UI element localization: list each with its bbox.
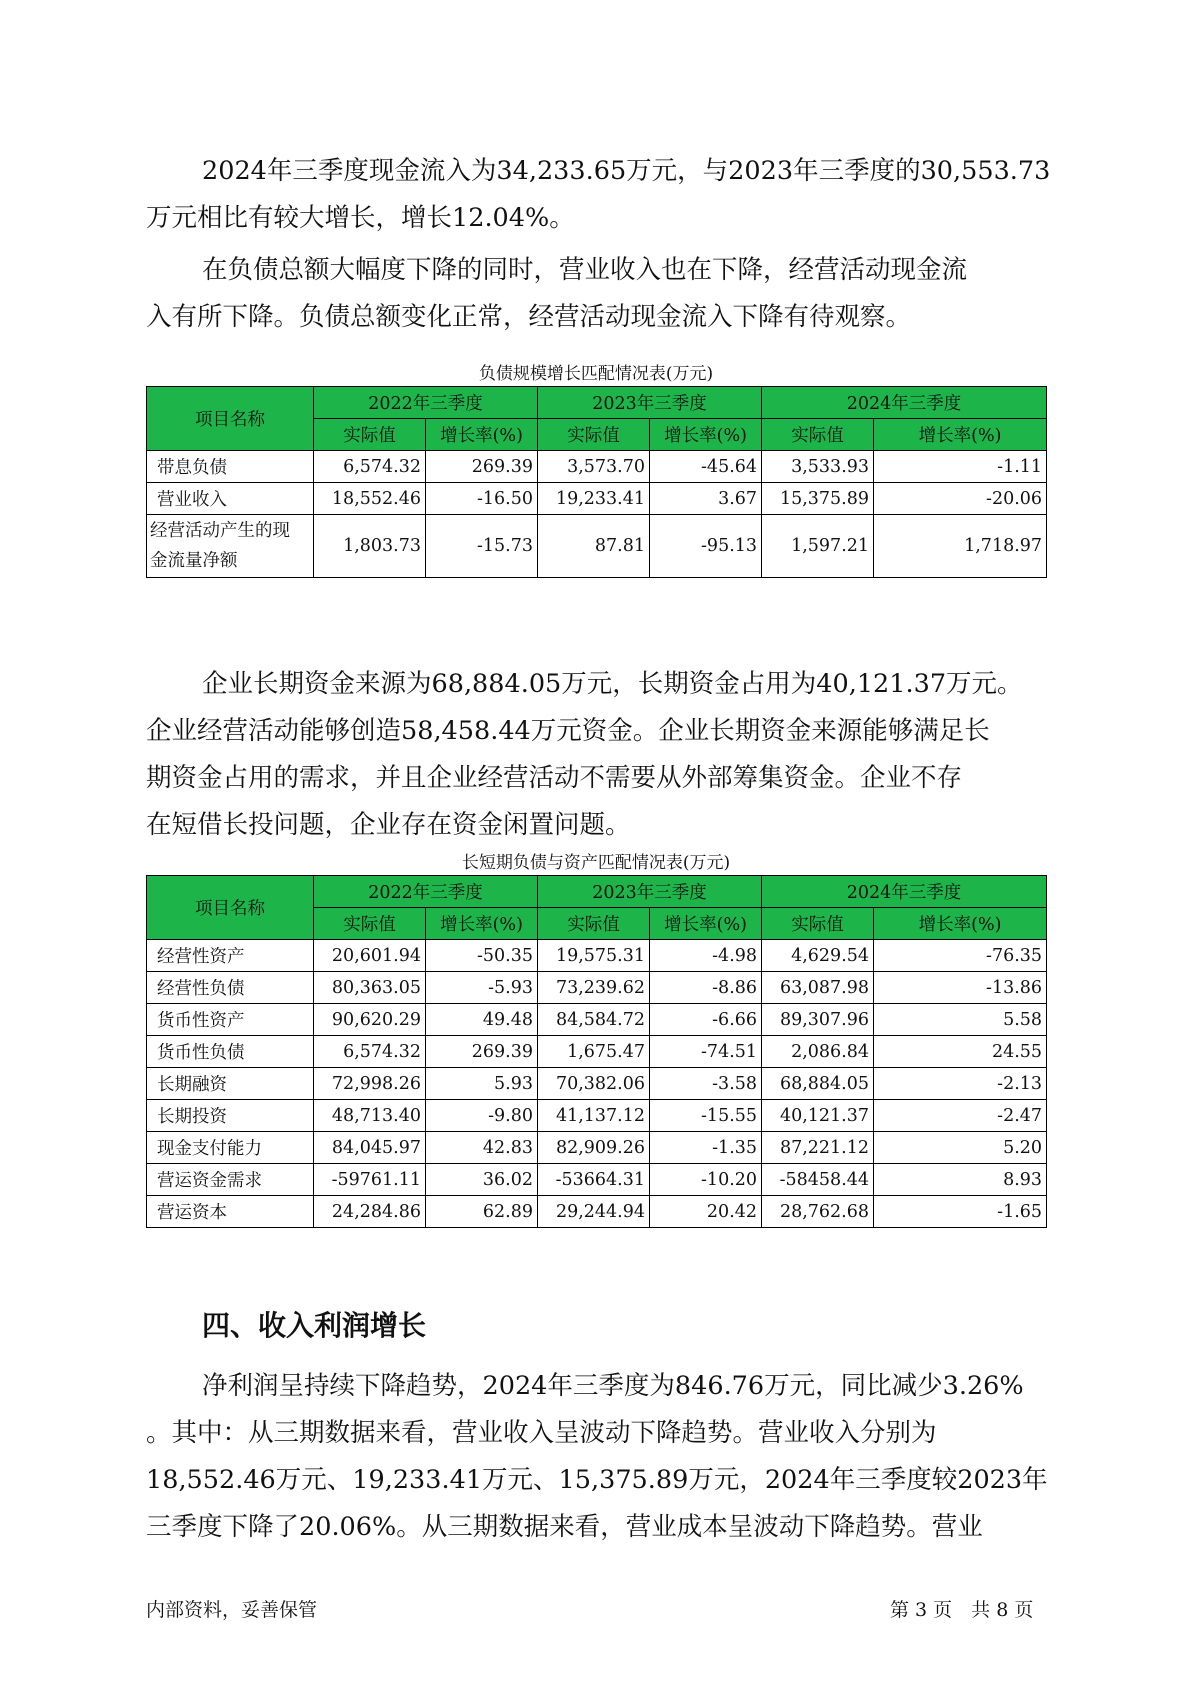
header-actual: 实际值 (314, 419, 426, 451)
table-row (147, 451, 1047, 483)
cell-value: -45.64 (650, 451, 762, 483)
text-line: 净利润呈持续下降趋势，2024年三季度为846.76万元，同比减少3.26% (202, 1371, 1024, 1401)
table1-caption: 负债规模增长匹配情况表(万元) (478, 364, 714, 384)
header-period: 2022年三季度 (314, 876, 538, 908)
text-line: 万元相比有较大增长，增长12.04%。 (146, 203, 575, 233)
text-line: 企业经营活动能够创造58,458.44万元资金。企业长期资金来源能够满足长 (146, 716, 990, 746)
table-row (147, 1196, 1047, 1228)
cell-value: 73,239.62 (538, 972, 650, 1004)
cell-value: 24,284.86 (314, 1196, 426, 1228)
header-period: 2022年三季度 (314, 387, 538, 419)
cell-value: 80,363.05 (314, 972, 426, 1004)
cell-value: 269.39 (426, 451, 538, 483)
cell-value: 19,233.41 (538, 483, 650, 515)
header-actual: 实际值 (762, 419, 874, 451)
header-growth: 增长率(%) (874, 908, 1047, 940)
cell-value: 63,087.98 (762, 972, 874, 1004)
cell-value: -20.06 (874, 483, 1047, 515)
paragraph-profit-growth (146, 1363, 1076, 1551)
header-growth: 增长率(%) (650, 908, 762, 940)
liability-growth-table (146, 386, 1047, 578)
cell-value: 28,762.68 (762, 1196, 874, 1228)
text-line: 在短借长投问题，企业存在资金闲置问题。 (146, 810, 631, 840)
table-row (147, 972, 1047, 1004)
cell-value: 6,574.32 (314, 451, 426, 483)
cell-value: 84,045.97 (314, 1132, 426, 1164)
header-growth: 增长率(%) (874, 419, 1047, 451)
cell-value: 1,803.73 (314, 515, 426, 578)
cell-value: 62.89 (426, 1196, 538, 1228)
text-line: 入有所下降。负债总额变化正常，经营活动现金流入下降有待观察。 (146, 302, 912, 332)
row-label-line: 金流量净额 (150, 551, 238, 571)
cell-value: -8.86 (650, 972, 762, 1004)
table-row (147, 1004, 1047, 1036)
header-period: 2023年三季度 (538, 876, 762, 908)
cell-value: 1,597.21 (762, 515, 874, 578)
cell-value: 20.42 (650, 1196, 762, 1228)
row-label: 营业收入 (147, 483, 314, 515)
cell-value: -13.86 (874, 972, 1047, 1004)
row-label: 现金支付能力 (147, 1132, 314, 1164)
row-label: 货币性资产 (147, 1004, 314, 1036)
header-item-name: 项目名称 (147, 876, 314, 940)
cell-value: 82,909.26 (538, 1132, 650, 1164)
cell-value: -4.98 (650, 940, 762, 972)
text-line: 2024年三季度现金流入为34,233.65万元，与2023年三季度的30,553.73 (202, 156, 1051, 186)
header-item-name: 项目名称 (147, 387, 314, 451)
cell-value: 2,086.84 (762, 1036, 874, 1068)
cell-value: -2.13 (874, 1068, 1047, 1100)
cell-value: 3.67 (650, 483, 762, 515)
cell-value: -53664.31 (538, 1164, 650, 1196)
cell-value: 87.81 (538, 515, 650, 578)
row-label: 经营性资产 (147, 940, 314, 972)
cell-value: 70,382.06 (538, 1068, 650, 1100)
cell-value: 89,307.96 (762, 1004, 874, 1036)
cell-value: -76.35 (874, 940, 1047, 972)
table-row (147, 1036, 1047, 1068)
cell-value: -15.55 (650, 1100, 762, 1132)
paragraph-long-term-funds (146, 661, 1076, 849)
header-actual: 实际值 (538, 419, 650, 451)
header-period: 2023年三季度 (538, 387, 762, 419)
cell-value: -3.58 (650, 1068, 762, 1100)
cell-value: 84,584.72 (538, 1004, 650, 1036)
row-label: 货币性负债 (147, 1036, 314, 1068)
cell-value: 48,713.40 (314, 1100, 426, 1132)
text-line: 三季度下降了20.06%。从三期数据来看，营业成本呈波动下降趋势。营业 (146, 1512, 983, 1542)
row-label: 营运资金需求 (147, 1164, 314, 1196)
cell-value: 5.93 (426, 1068, 538, 1100)
cell-value: -1.65 (874, 1196, 1047, 1228)
text-line: 18,552.46万元、19,233.41万元、15,375.89万元，2024年三季度较2023年 (146, 1465, 1048, 1495)
cell-value: 87,221.12 (762, 1132, 874, 1164)
cell-value: -1.35 (650, 1132, 762, 1164)
table-row (147, 1068, 1047, 1100)
table-row (147, 940, 1047, 972)
cell-value: 72,998.26 (314, 1068, 426, 1100)
cell-value: 5.58 (874, 1004, 1047, 1036)
cell-value: 4,629.54 (762, 940, 874, 972)
text-line: 期资金占用的需求，并且企业经营活动不需要从外部筹集资金。企业不存 (146, 763, 963, 793)
section-heading: 四、收入利润增长 (202, 1309, 427, 1342)
cell-value: 8.93 (874, 1164, 1047, 1196)
cell-value: 41,137.12 (538, 1100, 650, 1132)
cell-value: 20,601.94 (314, 940, 426, 972)
header-actual: 实际值 (538, 908, 650, 940)
cell-value: 1,675.47 (538, 1036, 650, 1068)
cell-value: -5.93 (426, 972, 538, 1004)
cell-value: -9.80 (426, 1100, 538, 1132)
row-label: 经营性负债 (147, 972, 314, 1004)
cell-value: 24.55 (874, 1036, 1047, 1068)
table-row (147, 1164, 1047, 1196)
row-label: 营运资本 (147, 1196, 314, 1228)
table-row (147, 483, 1047, 515)
cell-value: -16.50 (426, 483, 538, 515)
table-row (147, 1132, 1047, 1164)
cell-value: 49.48 (426, 1004, 538, 1036)
text-line: 。其中：从三期数据来看，营业收入呈波动下降趋势。营业收入分别为 (146, 1418, 937, 1448)
cell-value: 1,718.97 (874, 515, 1047, 578)
cell-value: -2.47 (874, 1100, 1047, 1132)
cell-value: -15.73 (426, 515, 538, 578)
cell-value: 19,575.31 (538, 940, 650, 972)
cell-value: 68,884.05 (762, 1068, 874, 1100)
header-period: 2024年三季度 (762, 876, 1047, 908)
cell-value: -95.13 (650, 515, 762, 578)
cell-value: -74.51 (650, 1036, 762, 1068)
row-label: 长期投资 (147, 1100, 314, 1132)
cell-value: -1.11 (874, 451, 1047, 483)
paragraph-liability-analysis (146, 247, 1076, 341)
cell-value: 90,620.29 (314, 1004, 426, 1036)
cell-value: 40,121.37 (762, 1100, 874, 1132)
cell-value: 3,573.70 (538, 451, 650, 483)
cell-value: 15,375.89 (762, 483, 874, 515)
cell-value: 5.20 (874, 1132, 1047, 1164)
cell-value: 18,552.46 (314, 483, 426, 515)
row-label: 带息负债 (147, 451, 314, 483)
footer-confidential-note: 内部资料，妥善保管 (146, 1599, 318, 1621)
row-label: 长期融资 (147, 1068, 314, 1100)
header-growth: 增长率(%) (650, 419, 762, 451)
table2-caption: 长短期负债与资产匹配情况表(万元) (461, 853, 731, 873)
cell-value: 3,533.93 (762, 451, 874, 483)
cell-value: 6,574.32 (314, 1036, 426, 1068)
cell-value: 42.83 (426, 1132, 538, 1164)
text-line: 在负债总额大幅度下降的同时，营业收入也在下降，经营活动现金流 (202, 255, 968, 285)
text-line: 企业长期资金来源为68,884.05万元，长期资金占用为40,121.37万元。 (202, 669, 1023, 699)
header-actual: 实际值 (314, 908, 426, 940)
cell-value: 269.39 (426, 1036, 538, 1068)
table-row (147, 1100, 1047, 1132)
page-number: 第 3 页 共 8 页 (890, 1599, 1034, 1621)
cell-value: -58458.44 (762, 1164, 874, 1196)
liability-asset-match-table (146, 875, 1047, 1228)
cell-value: 29,244.94 (538, 1196, 650, 1228)
header-actual: 实际值 (762, 908, 874, 940)
cell-value: 36.02 (426, 1164, 538, 1196)
header-period: 2024年三季度 (762, 387, 1047, 419)
header-growth: 增长率(%) (426, 419, 538, 451)
cell-value: -50.35 (426, 940, 538, 972)
cell-value: -6.66 (650, 1004, 762, 1036)
cell-value: -10.20 (650, 1164, 762, 1196)
header-growth: 增长率(%) (426, 908, 538, 940)
row-label (147, 515, 314, 578)
paragraph-cash-inflow (146, 148, 1076, 242)
table-row (147, 515, 1047, 578)
row-label-line: 经营活动产生的现 (150, 521, 290, 541)
cell-value: -59761.11 (314, 1164, 426, 1196)
